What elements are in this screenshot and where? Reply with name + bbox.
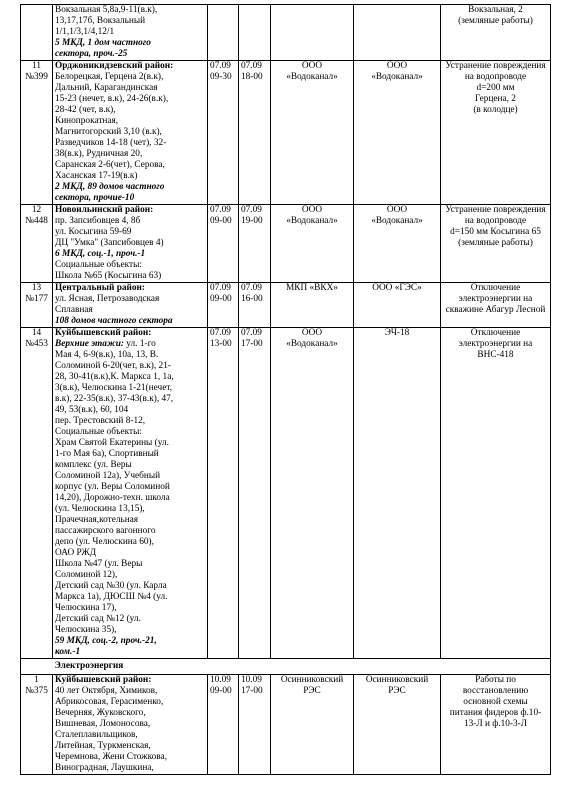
address-line-emphasis: Верхние этажи: <box>55 339 124 349</box>
start-time-cell-line: 07.09 <box>210 205 231 215</box>
responsible-cell-line: ООО <box>386 205 408 215</box>
responsible-cell <box>354 61 441 205</box>
address-line-rest: ул. 1-го <box>123 339 156 349</box>
address-line: Сталеплавильщиков, <box>55 730 138 740</box>
end-time-cell-line: 07.09 <box>241 205 262 215</box>
address-line: Социальные объекты: <box>55 427 142 437</box>
address-line: (ул. Челюскина 13,15), <box>55 504 145 514</box>
executor-cell-line: «Водоканал» <box>286 72 338 82</box>
responsible-cell-line: ООО <box>386 61 408 71</box>
address-line: сектора, проч.-25 <box>55 49 128 59</box>
end-time-cell <box>239 205 271 283</box>
work-description-cell-line: d=200 мм <box>476 83 515 93</box>
address-line: Новоильинский район: <box>55 205 154 215</box>
address-line: Черемнова, Жени Стожкова, <box>55 752 168 762</box>
table-row <box>21 61 551 205</box>
address-line: ул. Косыгина 59-69 <box>55 227 132 237</box>
start-time-cell <box>208 61 239 205</box>
work-description-cell-line: Отключение <box>470 283 521 293</box>
address-line: Школа №65 (Косыгина 63) <box>55 271 162 281</box>
address-line: Магнитогорский 3,10 (в.к), <box>55 127 162 137</box>
address-cell <box>53 283 208 328</box>
work-description-cell <box>441 61 551 205</box>
executor-cell-line: ООО <box>301 328 323 338</box>
end-time-cell-line: 18-00 <box>241 72 263 82</box>
address-line <box>55 339 205 350</box>
address-line: Храм Святой Екатерины (ул. <box>55 438 169 448</box>
request-number-cell-line: 1 <box>34 675 39 685</box>
work-description-cell-line: Устранение повреждения <box>445 61 546 71</box>
address-line: 49, 53(в.к), 60, 104 <box>55 405 129 415</box>
end-time-cell-line: 07.09 <box>241 61 262 71</box>
address-line: пер. Трестовский 8-12, <box>55 416 146 426</box>
end-time-cell <box>239 283 271 328</box>
address-line: Прачечная,котельная <box>55 515 139 525</box>
responsible-cell-line: «Водоканал» <box>371 72 423 82</box>
address-line: ком.-1 <box>55 647 81 657</box>
start-time-cell-line: 07.09 <box>210 328 231 338</box>
address-line: Вокзальная 5,8а,9-11(в.к), <box>55 5 158 15</box>
responsible-cell-line: Осинниковский <box>365 675 429 685</box>
executor-cell-line: МКП «ВКХ» <box>286 283 338 293</box>
request-number-cell <box>21 328 53 659</box>
work-description-cell-line: питания фидеров ф.10- <box>449 708 542 718</box>
work-description-cell-line: (земляные работы) <box>458 238 533 248</box>
address-line: 5 МКД, 1 дом частного <box>55 38 151 48</box>
work-description-cell-line: основной схемы <box>463 697 528 707</box>
address-line: Вечерняя, Жуковского, <box>55 708 146 718</box>
work-description-cell-line: d=150 мм Косыгина 65 <box>450 227 541 237</box>
address-line: Соломиной 6-20(чет, в.к), 21- <box>55 361 171 371</box>
address-line: Литейная, Туркменская, <box>55 741 151 751</box>
section-header-cell <box>441 659 551 675</box>
address-line: Школа №47 (ул. Веры <box>55 559 143 569</box>
address-line: 1/1,1/3,1/4,12/1 <box>55 27 115 37</box>
responsible-cell-line: «Водоканал» <box>371 216 423 226</box>
executor-cell-line: Осинниковский <box>280 675 344 685</box>
address-line: ДЦ "Умка" (Запсибовцев 4) <box>55 238 164 248</box>
request-number-cell-line: №177 <box>25 294 48 304</box>
start-time-cell-line: 09-30 <box>210 72 232 82</box>
end-time-cell-line: 17-00 <box>241 339 263 349</box>
executor-cell <box>271 5 354 61</box>
work-description-cell-line: 13-Л и ф.10-3-Л <box>463 719 528 729</box>
start-time-cell-line: 09-00 <box>210 686 232 696</box>
address-line: 59 МКД, соц.-2, проч.-21, <box>55 636 157 646</box>
work-description-cell-line: на водопроводе <box>464 72 527 82</box>
address-line: Белорецкая, Герцена 2(в.к), <box>55 72 164 82</box>
address-line: пр. Запсибовцев 4, 8б <box>55 216 141 226</box>
address-line: 14,20), Дорожно-техн. школа <box>55 493 170 503</box>
work-description-cell-line: на водопроводе <box>464 216 527 226</box>
responsible-cell-line: ЭЧ-18 <box>384 328 410 338</box>
start-time-cell <box>208 283 239 328</box>
executor-cell <box>271 675 354 775</box>
address-line: депо (ул. Челюскина 60), <box>55 537 154 547</box>
address-line: ул. Ясная, Петрозаводская <box>55 294 160 304</box>
address-line: 28-42 (чет, в.к), <box>55 105 116 115</box>
request-number-cell-line: №375 <box>25 686 48 696</box>
table-row <box>21 328 551 659</box>
request-number-cell-line: 11 <box>32 61 41 71</box>
work-description-cell-line: электроэнергии на <box>458 294 533 304</box>
address-line: 6 МКД, соц.-1, проч.-1 <box>55 249 146 259</box>
work-description-cell <box>441 5 551 61</box>
start-time-cell <box>208 675 239 775</box>
address-cell <box>53 5 208 61</box>
end-time-cell-line: 07.09 <box>241 283 262 293</box>
address-line: Челюскина 35), <box>55 625 117 635</box>
address-line: 1-го Мая 6а), Спортивный <box>55 449 159 459</box>
address-line: Соломиной 12), <box>55 570 118 580</box>
address-line: Кинопрокатная, <box>55 116 119 126</box>
outage-schedule-table <box>20 4 551 775</box>
responsible-cell <box>354 283 441 328</box>
start-time-cell-line: 07.09 <box>210 283 231 293</box>
address-cell <box>53 328 208 659</box>
work-description-cell-line: (в колодце) <box>473 105 518 115</box>
section-header-cell <box>354 659 441 675</box>
start-time-cell <box>208 328 239 659</box>
address-line: Центральный район: <box>55 283 146 293</box>
request-number-cell-line: №453 <box>25 339 48 349</box>
request-number-cell-line: №399 <box>25 72 48 82</box>
end-time-cell-line: 17-00 <box>241 686 263 696</box>
work-description-cell <box>441 283 551 328</box>
start-time-cell-line: 07.09 <box>210 61 231 71</box>
address-line: Разведчиков 14-18 (чет), 32- <box>55 138 167 148</box>
address-line: Абрикосовая, Герасименко, <box>55 697 164 707</box>
executor-cell-line: ООО <box>301 205 323 215</box>
start-time-cell <box>208 205 239 283</box>
address-line: Мая 4, 6-9(в.к), 10а, 13, В. <box>55 350 159 360</box>
executor-cell <box>271 61 354 205</box>
address-line: Сплавная <box>55 305 93 315</box>
address-line: Орджоникидзевский район: <box>55 61 174 71</box>
address-line: Челюскина 17), <box>55 603 117 613</box>
section-header-cell <box>239 659 271 675</box>
end-time-cell <box>239 675 271 775</box>
address-line: 108 домов частного сектора <box>55 316 173 326</box>
address-line: 15-23 (нечет, в.к), 24-26(в.к), <box>55 94 169 104</box>
section-header-row <box>21 659 551 675</box>
executor-cell-line: ООО <box>301 61 323 71</box>
address-line: Саранская 2-6(чет), Серова, <box>55 160 165 170</box>
address-line: комплекс (ул. Веры <box>55 460 132 470</box>
executor-cell-line: РЭС <box>303 686 321 696</box>
end-time-cell-line: 07.09 <box>241 328 262 338</box>
request-number-cell <box>21 675 53 775</box>
address-line: 40 лет Октября, Химиков, <box>55 686 158 696</box>
executor-cell <box>271 205 354 283</box>
address-line: корпус (ул. Веры Соломиной <box>55 482 170 492</box>
address-line: сектора, прочие-10 <box>55 193 135 203</box>
address-line: Вишневая, Ломоносова, <box>55 719 151 729</box>
address-line: 13,17,17б, Вокзальный <box>55 16 146 26</box>
request-number-cell-line: 14 <box>31 328 42 338</box>
start-time-cell-line: 10.09 <box>210 675 231 685</box>
work-description-cell-line: Работы по <box>475 675 516 685</box>
executor-cell <box>271 283 354 328</box>
request-number-cell-line: 12 <box>31 205 42 215</box>
executor-cell <box>271 328 354 659</box>
address-line: в.к), 22-35(в.к), 37-43(в.к), 47, <box>55 394 174 404</box>
address-cell <box>53 205 208 283</box>
address-line: 28, 30-41(в.к),К. Маркса 1, 1а, <box>55 372 174 382</box>
address-line: Дальний, Карагандинская <box>55 83 158 93</box>
section-header-cell <box>208 659 239 675</box>
responsible-cell <box>354 5 441 61</box>
end-time-cell-line: 10.09 <box>241 675 262 685</box>
address-line: Куйбышевский район: <box>55 328 152 338</box>
work-description-cell-line: скважине Абагур Лесной <box>445 305 546 315</box>
address-line: Соломиной 12а), Учебный <box>55 471 161 481</box>
section-header-cell <box>271 659 354 675</box>
address-line: Хасанская 17-19(в.к) <box>55 171 138 181</box>
work-description-cell-line: ВНС-418 <box>477 350 514 360</box>
address-line: Виноградная, Лаушкина, <box>55 763 154 773</box>
work-description-cell-line: Герцена, 2 <box>475 94 516 104</box>
address-line: 3(в.к), Челюскина 1-21(нечет, <box>55 383 173 393</box>
responsible-cell-line: ООО «ГЭС» <box>372 283 422 293</box>
table-row <box>21 675 551 775</box>
responsible-cell <box>354 328 441 659</box>
request-number-cell <box>21 5 53 61</box>
responsible-cell <box>354 205 441 283</box>
address-line: Детский сад №12 (ул. <box>55 614 141 624</box>
start-time-cell-line: 09-00 <box>210 294 232 304</box>
table-row <box>21 5 551 61</box>
work-description-cell-line: (земляные работы) <box>458 16 533 26</box>
end-time-cell <box>239 61 271 205</box>
end-time-cell-line: 16-00 <box>241 294 263 304</box>
request-number-cell <box>21 283 53 328</box>
address-cell <box>53 675 208 775</box>
work-description-cell <box>441 205 551 283</box>
request-number-cell-line: №448 <box>25 216 48 226</box>
end-time-cell <box>239 328 271 659</box>
start-time-cell-line: 09-00 <box>210 216 232 226</box>
address-line: пассажирского вагонного <box>55 526 156 536</box>
work-description-cell-line: Вокзальная, 2 <box>468 5 523 15</box>
end-time-cell <box>239 5 271 61</box>
request-number-cell-line: 13 <box>31 283 42 293</box>
address-line: ОАО РЖД <box>55 548 97 558</box>
work-description-cell <box>441 675 551 775</box>
executor-cell-line: «Водоканал» <box>286 216 338 226</box>
table-row <box>21 283 551 328</box>
request-number-cell <box>21 61 53 205</box>
table-row <box>21 205 551 283</box>
start-time-cell-line: 13-00 <box>210 339 232 349</box>
address-line: Маркса 1а), ДЮСШ №4 (ул. <box>55 592 168 602</box>
section-title: Электроэнергия <box>53 659 208 675</box>
request-number-cell <box>21 205 53 283</box>
responsible-cell-line: РЭС <box>388 686 406 696</box>
work-description-cell <box>441 328 551 659</box>
address-cell <box>53 61 208 205</box>
work-description-cell-line: восстановлению <box>462 686 529 696</box>
end-time-cell-line: 19-00 <box>241 216 263 226</box>
work-description-cell-line: Отключение <box>470 328 521 338</box>
executor-cell-line: «Водоканал» <box>286 339 338 349</box>
address-line: Социальные объекты: <box>55 260 142 270</box>
start-time-cell <box>208 5 239 61</box>
responsible-cell <box>354 675 441 775</box>
address-line: Детский сад №30 (ул. Карла <box>55 581 167 591</box>
section-header-cell <box>21 659 53 675</box>
address-line: Куйбышевский район: <box>55 675 152 685</box>
work-description-cell-line: Устранение повреждения <box>445 205 546 215</box>
address-line: 38(в.к), Рудничная 20, <box>55 149 143 159</box>
address-line: 2 МКД, 89 домов частного <box>55 182 165 192</box>
work-description-cell-line: электроэнергии на <box>458 339 533 349</box>
